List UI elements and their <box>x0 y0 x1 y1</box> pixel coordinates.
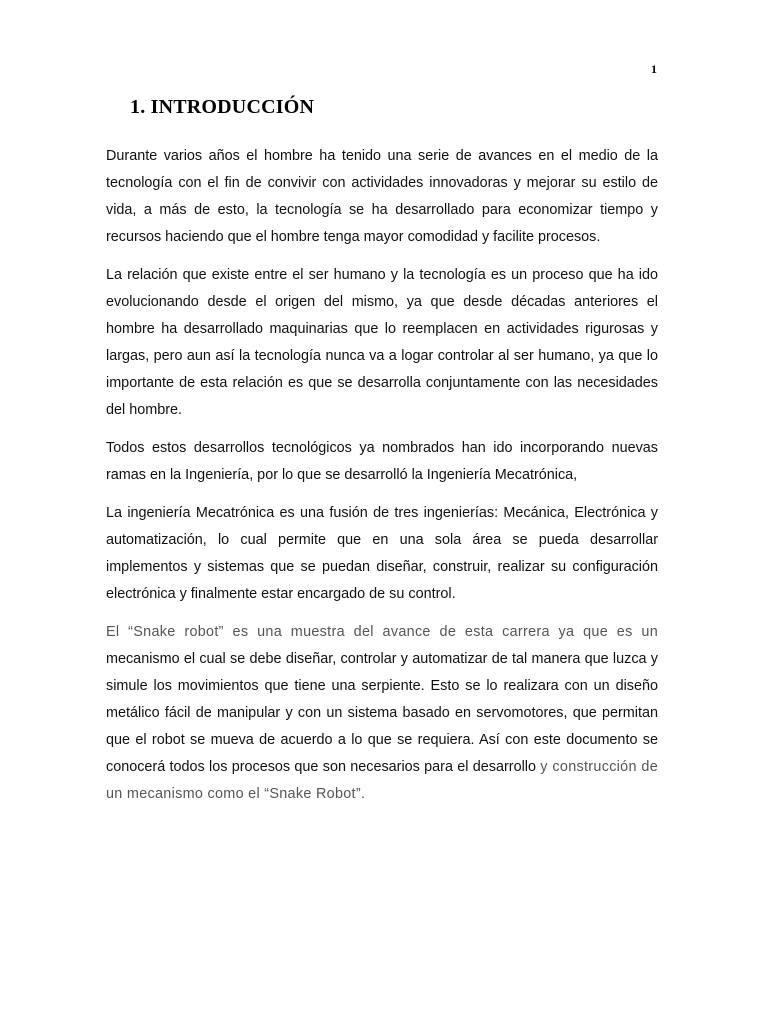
paragraph-3: Todos estos desarrollos tecnológicos ya nombrados han ido incorporando nuevas ramas en la Ingeniería, por lo que se desarrolló la Ingeniería Mecatrónica, <box>106 440 658 483</box>
paragraph-2: La relación que existe entre el ser humano y la tecnología es un proceso que ha ido evolucionando desde el origen del mismo, ya que desde décadas anteriores el hombre ha desarrollado maquinarias que lo reemplacen en actividades rigurosas y largas, pero aun así la tecnología nunca va a logar controlar al ser humano, ya que lo importante de esta relación es que se desarrolla conjuntamente con las necesidades del hombre. <box>106 267 658 418</box>
paragraph-1: Durante varios años el hombre ha tenido una serie de avances en el medio de la tecnología con el fin de convivir con actividades innovadoras y mejorar su estilo de vida, a más de esto, la tecnología se ha desarrollado para economizar tiempo y recursos haciendo que el hombre tenga mayor comodidad y facilite procesos. <box>106 148 658 245</box>
paragraph-4: La ingeniería Mecatrónica es una fusión de tres ingenierías: Mecánica, Electrónica y automatización, lo cual permite que en una sola área se pueda desarrollar implementos y sistemas que se puedan diseñar, construir, realizar su configuración electrónica y finalmente estar encargado de su control. <box>106 505 658 602</box>
paragraph-5 <box>106 619 658 808</box>
paragraph-5-end: y construcción de un mecanismo como el “Snake Robot”. <box>106 759 659 802</box>
body-text <box>106 143 658 819</box>
page-number: 1 <box>651 62 657 76</box>
section-heading: 1. INTRODUCCIÓN <box>130 96 315 118</box>
paragraph-5-start: El “Snake robot” es una muestra del avance de esta carrera ya que es un <box>106 624 658 640</box>
paragraph-5-middle: mecanismo el cual se debe diseñar, controlar y automatizar de tal manera que luzca y simule los movimientos que tiene una serpiente. Esto se lo realizara con un diseño metálico fácil de manipular y con un sistema basado en servomotores, que permitan que el robot se mueva de acuerdo a lo que se requiera. Así con este documento se conocerá todos los procesos que son necesarios para el desarrollo <box>106 651 658 775</box>
